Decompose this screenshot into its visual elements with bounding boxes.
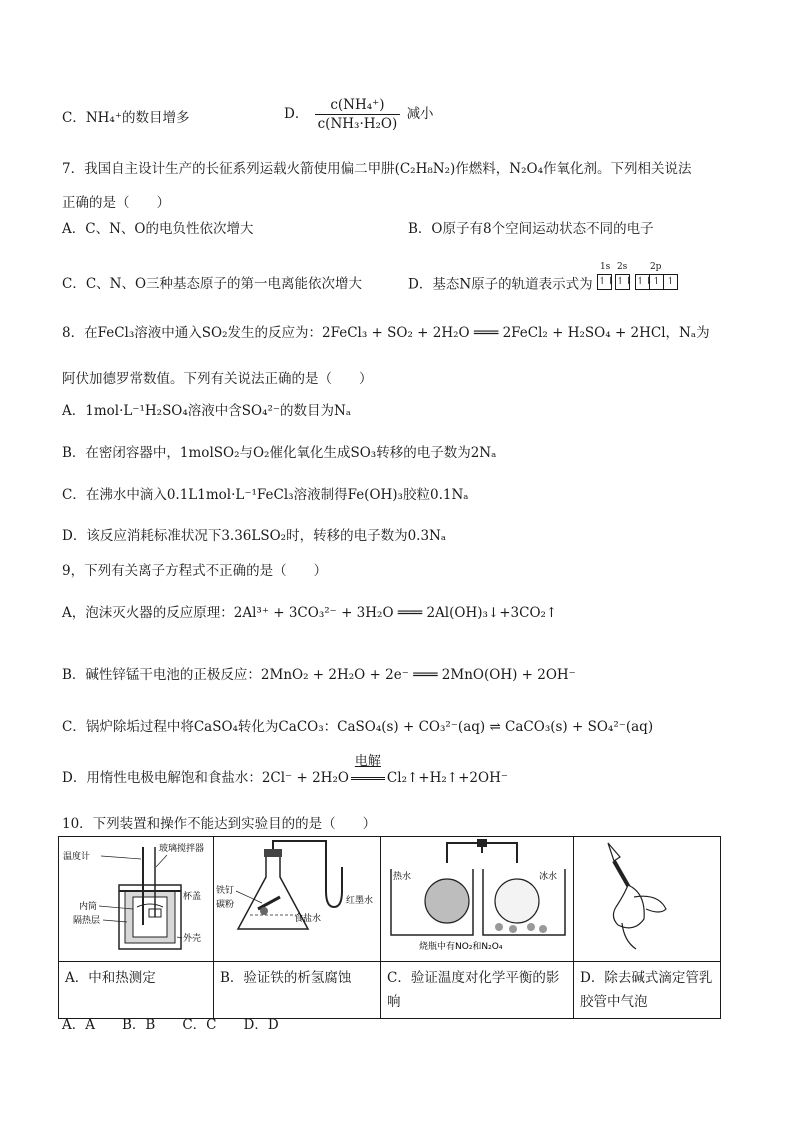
fraction-denominator: c(NH₃·H₂O) — [317, 116, 398, 132]
orbital-cell: ↿ — [650, 275, 664, 289]
apparatus-table — [58, 836, 721, 1019]
orbital-box-1s — [597, 274, 615, 290]
orbital-cell: ↿⇂ — [597, 276, 615, 287]
q6-option-c: C．NH₄⁺的数目增多 — [62, 110, 190, 126]
fraction-numerator: c(NH₄⁺) — [315, 96, 401, 115]
corrosion-diagram — [214, 837, 380, 957]
orbital-label-1s: 1s — [599, 262, 611, 272]
burette-hand-diagram — [574, 837, 720, 957]
orbital-label-2s: 2s — [616, 262, 628, 272]
figure-c-equilibrium — [381, 837, 574, 962]
q8-option-c: C．在沸水中滴入0.1L1mol·L⁻¹FeCl₃溶液制得Fe(OH)₃胶粒0.1Nₐ — [62, 487, 469, 503]
caption-c: C．验证温度对化学平衡的影响 — [381, 962, 574, 1019]
orbital-cell: ↿⇂ — [635, 276, 653, 287]
q8-stem-line1: 8．在FeCl₃溶液中通入SO₂发生的反应为：2FeCl₃ + SO₂ + 2H₂O ═══ 2FeCl₂ + H₂SO₄ + 2HCl，Nₐ为 — [62, 325, 710, 341]
q7-stem-line1: 7．我国自主设计生产的长征系列运载火箭使用偏二甲肼(C₂H₈N₂)作燃料，N₂O₄作氧化剂。下列相关说法 — [62, 161, 692, 177]
caption-b: B．验证铁的析氢腐蚀 — [214, 962, 381, 1019]
label-hot-water: 热水 — [393, 872, 412, 882]
figure-a-calorimeter — [59, 837, 214, 962]
q10-stem: 10．下列装置和操作不能达到实验目的的是（ ） — [62, 816, 377, 832]
q7-option-c: C．C、N、O三种基态原子的第一电离能依次增大 — [62, 276, 363, 292]
label-thermometer: 温度计 — [63, 852, 91, 862]
orbital-box-2s — [615, 274, 633, 290]
q9-option-d-prefix: D．用惰性电极电解饱和食盐水：2Cl⁻ + 2H₂O — [62, 770, 349, 786]
q6-option-d-suffix: 减小 — [406, 106, 434, 122]
figure-b-corrosion — [214, 837, 381, 962]
q8-option-d: D．该反应消耗标准状况下3.36LSO₂时，转移的电子数为0.3Nₐ — [62, 528, 447, 544]
orbital-diagram — [597, 262, 689, 292]
q7-option-a: A．C、N、O的电负性依次增大 — [62, 221, 254, 237]
orbital-label-2p: 2p — [649, 262, 662, 272]
q6-option-d-fraction — [315, 96, 401, 133]
q9-stem: 9，下列有关离子方程式不正确的是（ ） — [62, 563, 328, 579]
q9-option-d-suffix: Cl₂↑+H₂↑+2OH⁻ — [386, 770, 508, 786]
label-salt-water: 食盐水 — [294, 914, 322, 924]
orbital-box-2p — [635, 274, 678, 290]
equilibrium-diagram — [381, 837, 573, 957]
caption-d: D．除去碱式滴定管乳胶管中气泡 — [574, 962, 721, 1019]
q10-answer-choices: A．A B．B C．C D．D — [62, 1017, 279, 1033]
orbital-cell: ↿ — [666, 276, 675, 287]
q7-option-b: B．O原子有8个空间运动状态不同的电子 — [408, 221, 654, 237]
electrolysis-label: 电解 — [354, 754, 381, 769]
caption-a: A．中和热测定 — [59, 962, 214, 1019]
q8-option-b: B．在密闭容器中，1molSO₂与O₂催化氧化生成SO₃转移的电子数为2Nₐ — [62, 445, 497, 461]
label-stirrer: 玻璃搅拌器 — [159, 844, 205, 854]
q8-option-a: A．1mol·L⁻¹H₂SO₄溶液中含SO₄²⁻的数目为Nₐ — [62, 403, 352, 419]
label-iron-nail: 铁钉 — [216, 886, 235, 896]
label-inner-cylinder: 内筒 — [79, 902, 98, 912]
label-shell: 外壳 — [183, 934, 202, 944]
q6-option-d-label: D． — [284, 106, 309, 122]
label-lid: 杯盖 — [183, 892, 202, 902]
figure-d-burette — [574, 837, 721, 962]
label-insulation: 隔热层 — [73, 916, 101, 926]
label-carbon-powder: 碳粉 — [216, 900, 235, 910]
calorimeter-diagram — [59, 837, 213, 957]
q7-option-d — [408, 262, 689, 295]
q7-option-d-text: D．基态N原子的轨道表示式为 — [408, 276, 593, 293]
orbital-cell: ↿⇂ — [615, 276, 633, 287]
electrolysis-arrow — [349, 754, 387, 788]
label-red-ink: 红墨水 — [346, 896, 374, 906]
q9-option-b: B．碱性锌锰干电池的正极反应：2MnO₂ + 2H₂O + 2e⁻ ═══ 2MnO(OH) + 2OH⁻ — [62, 667, 576, 683]
label-ice-water: 冰水 — [539, 872, 558, 882]
q9-option-d — [62, 754, 508, 788]
q8-stem-line2: 阿伏加德罗常数值。下列有关说法正确的是（ ） — [62, 371, 373, 387]
q9-option-a: A，泡沫灭火器的反应原理：2Al³⁺ + 3CO₃²⁻ + 3H₂O ═══ 2Al(OH)₃↓+3CO₂↑ — [62, 605, 558, 621]
q9-option-c: C．锅炉除垢过程中将CaSO₄转化为CaCO₃：CaSO₄(s) + CO₃²⁻(aq) ⇌ CaCO₃(s) + SO₄²⁻(aq) — [62, 719, 654, 735]
q6-option-d — [284, 96, 434, 133]
q7-stem-line2: 正确的是（ ） — [62, 195, 170, 211]
label-flask-contents: 烧瓶中有NO₂和N₂O₄ — [419, 942, 503, 952]
